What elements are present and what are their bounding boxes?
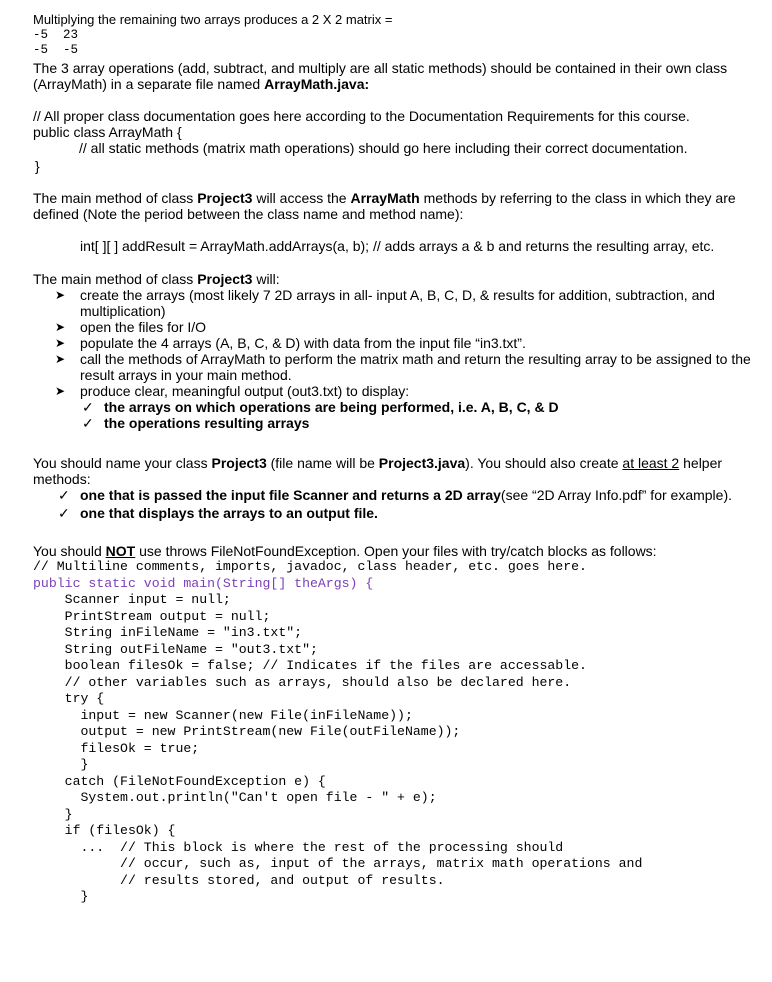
code-line: // Multiline comments, imports, javadoc, class header, etc. goes here. — [33, 559, 587, 574]
code-line: public static void main(String[] theArgs) { — [33, 575, 374, 591]
code-line: } — [33, 889, 89, 904]
main-will-heading: The main method of class Project3 will: — [33, 271, 280, 287]
arrow-bullet-icon: ➤ — [55, 336, 66, 350]
code-line: String inFileName = "in3.txt"; — [33, 625, 303, 640]
document-page — [33, 12, 753, 906]
class-close-brace: } — [35, 158, 40, 174]
code-line: output = new PrintStream(new File(outFileName)); — [33, 724, 461, 739]
code-line: // other variables such as arrays, should also be declared here. — [33, 674, 572, 690]
code-line: // results stored, and output of results. — [33, 872, 445, 888]
code-line: filesOk = true; — [33, 740, 200, 756]
code-line: // occur, such as, input of the arrays, matrix math operations and — [33, 856, 643, 871]
helper-item: ✓ one that is passed the input file Scanner and returns a 2D array(see “2D Array Info.pdf” for example). — [58, 487, 732, 503]
output-check-item: ✓ the operations resulting arrays — [82, 415, 310, 431]
throws-paragraph: You should NOT use throws FileNotFoundException. Open your files with try/catch blocks as follows: — [33, 543, 657, 559]
checkmark-icon: ✓ — [82, 415, 94, 431]
code-line: try { — [33, 691, 105, 706]
code-line: boolean filesOk = false; // Indicates if the files are accessable. — [33, 658, 587, 673]
doc-comment: // All proper class documentation goes here according to the Documentation Requirements for this course. — [33, 108, 690, 124]
list-item: ➤ open the files for I/O — [55, 319, 207, 335]
code-block — [33, 559, 753, 906]
code-line: input = new Scanner(new File(inFileName)); — [33, 707, 413, 723]
static-methods-comment: // all static methods (matrix math operations) should go here including their correct documentation. — [79, 140, 688, 156]
output-check-item: ✓ the arrays on which operations are being performed, i.e. A, B, C, & D — [82, 399, 559, 415]
arrow-bullet-icon: ➤ — [55, 352, 66, 366]
class-declaration: public class ArrayMath { — [33, 124, 182, 140]
code-line: String outFileName = "out3.txt"; — [33, 641, 318, 657]
example-call-line: int[ ][ ] addResult = ArrayMath.addArrays(a, b); // adds arrays a & b and returns the resulting array, etc. — [80, 238, 715, 254]
code-line: System.out.println("Can't open file - " + e); — [33, 790, 437, 805]
class-skeleton — [33, 108, 753, 174]
arrow-bullet-icon: ➤ — [55, 288, 66, 302]
matrix-intro: Multiplying the remaining two arrays produces a 2 X 2 matrix = — [33, 12, 393, 27]
list-item: ➤ populate the 4 arrays (A, B, C, & D) with data from the input file “in3.txt”. — [55, 335, 526, 351]
arrow-bullet-icon: ➤ — [55, 384, 66, 398]
helper-methods-list — [33, 487, 753, 521]
checkmark-icon: ✓ — [58, 505, 70, 521]
list-item: ➤ produce clear, meaningful output (out3.txt) to display: — [55, 383, 410, 399]
matrix-row-1: -5 23 — [33, 28, 79, 42]
code-line: } — [33, 757, 89, 772]
code-line: if (filesOk) { — [33, 823, 176, 838]
naming-paragraph: You should name your class Project3 (file name will be Project3.java). You should also create at least 2 helper methods: — [33, 455, 723, 487]
code-line: catch (FileNotFoundException e) { — [33, 773, 326, 789]
arraymath-filename: ArrayMath.java: — [264, 76, 370, 92]
matrix-row-2: -5 -5 — [33, 43, 79, 57]
main-method-paragraph: The main method of class Project3 will access the ArrayMath methods by referring to the class in which they are defined (Note the period between the class name and method name): — [33, 190, 736, 222]
checkmark-icon: ✓ — [58, 487, 70, 503]
helper-item: ✓ one that displays the arrays to an output file. — [58, 505, 378, 521]
requirements-list — [33, 287, 753, 431]
code-line: } — [33, 806, 73, 822]
static-methods-paragraph: The 3 array operations (add, subtract, and multiply are all static methods) should be contained in their own class (ArrayMath) in a separate file named ArrayMath.java: — [33, 60, 728, 92]
code-line: Scanner input = null; — [33, 592, 231, 607]
checkmark-icon: ✓ — [82, 399, 94, 415]
list-item: ➤ create the arrays (most likely 7 2D arrays in all- input A, B, C, D, & results for addition, subtraction, and multiplication) — [55, 287, 715, 319]
code-line: PrintStream output = null; — [33, 608, 271, 624]
arrow-bullet-icon: ➤ — [55, 320, 66, 334]
code-line: ... // This block is where the rest of the processing should — [33, 839, 564, 855]
list-item: ➤ call the methods of ArrayMath to perform the matrix math and return the resulting array to be assigned to the result arrays in your main method. — [55, 351, 751, 383]
